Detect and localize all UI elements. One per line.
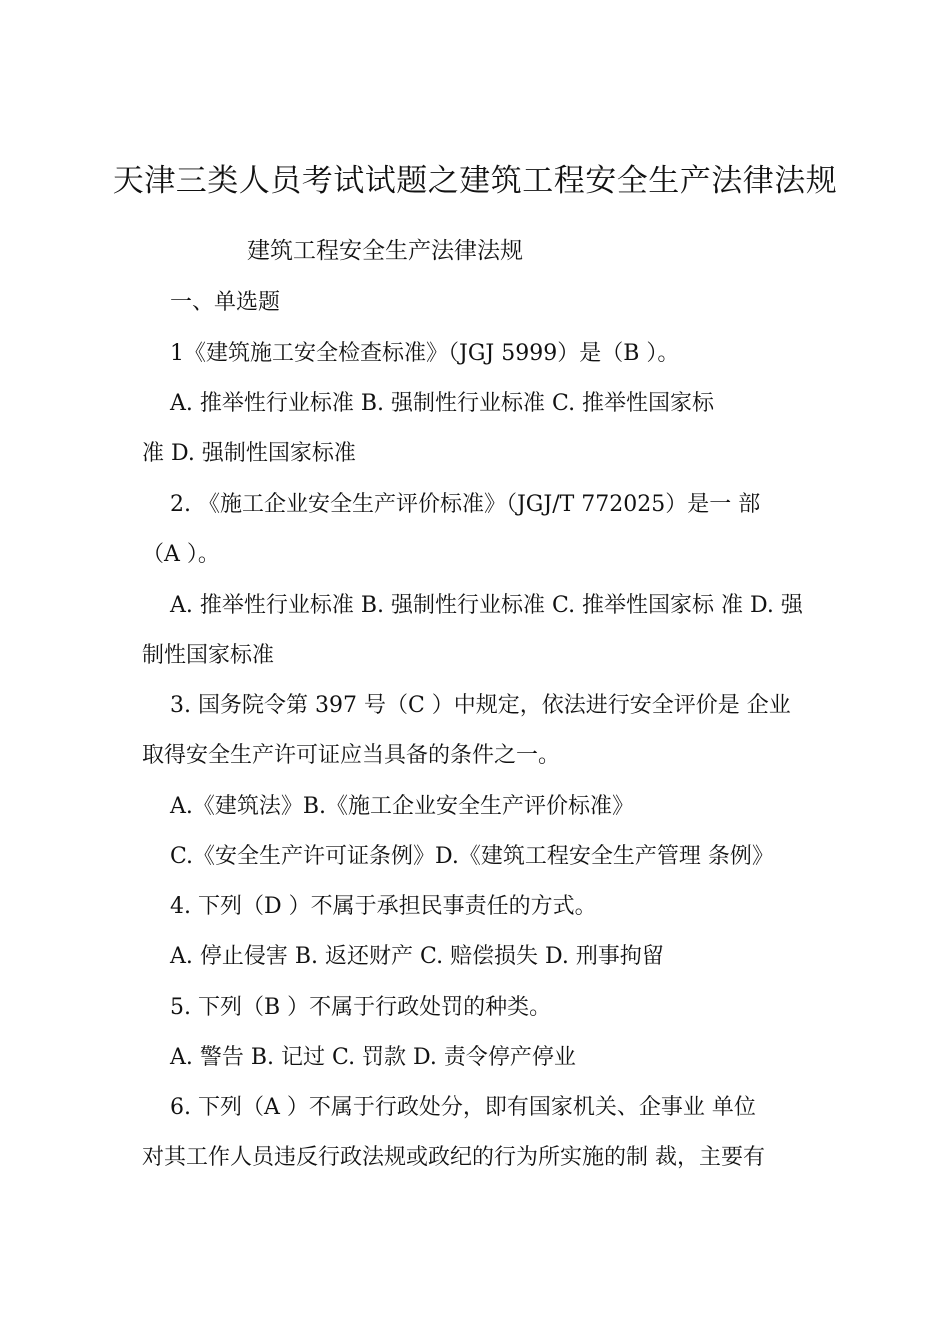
question-1-options: A. 推举性行业标准 B. 强制性行业标准 C. 推举性国家标 (170, 391, 715, 416)
question-1-text: 1《建筑施工安全检查标准》（JGJ 5999）是（B ）。 (170, 341, 680, 366)
question-6-text: 6. 下列（A ）不属于行政处分，即有国家机关、企事业 单位 (170, 1095, 756, 1120)
question-3-options-ab: A.《建筑法》B.《施工企业安全生产评价标准》 (170, 794, 635, 819)
question-1-options-cont: 准 D. 强制性国家标准 (142, 441, 356, 466)
question-3-text-cont: 取得安全生产许可证应当具备的条件之一。 (142, 743, 561, 768)
question-2-text: 2. 《施工企业安全生产评价标准》（JGJ/T 772025）是一 部 (170, 492, 761, 517)
document-title: 天津三类人员考试试题之建筑工程安全生产法律法规 (112, 163, 838, 199)
question-5-options: A. 警告 B. 记过 C. 罚款 D. 责令停产停业 (170, 1045, 576, 1070)
question-2-options-cont: 制性国家标准 (142, 643, 275, 668)
question-2-options: A. 推举性行业标准 B. 强制性行业标准 C. 推举性国家标 准 D. 强 (170, 593, 803, 618)
question-3-text: 3. 国务院令第 397 号（C ）中规定，依法进行安全评价是 企业 (170, 693, 791, 718)
document-subtitle: 建筑工程安全生产法律法规 (247, 238, 523, 264)
question-4-options: A. 停止侵害 B. 返还财产 C. 赔偿损失 D. 刑事拘留 (170, 944, 664, 969)
question-6-text-cont: 对其工作人员违反行政法规或政纪的行为所实施的制 裁，主要有 (142, 1145, 765, 1170)
question-2-text-cont: （A ）。 (142, 542, 220, 567)
question-4-text: 4. 下列（D ）不属于承担民事责任的方式。 (170, 894, 597, 919)
question-3-options-cd: C.《安全生产许可证条例》D.《建筑工程安全生产管理 条例》 (170, 844, 774, 869)
section-heading: 一、单选题 (170, 290, 281, 315)
question-5-text: 5. 下列（B ）不属于行政处罚的种类。 (170, 995, 552, 1020)
